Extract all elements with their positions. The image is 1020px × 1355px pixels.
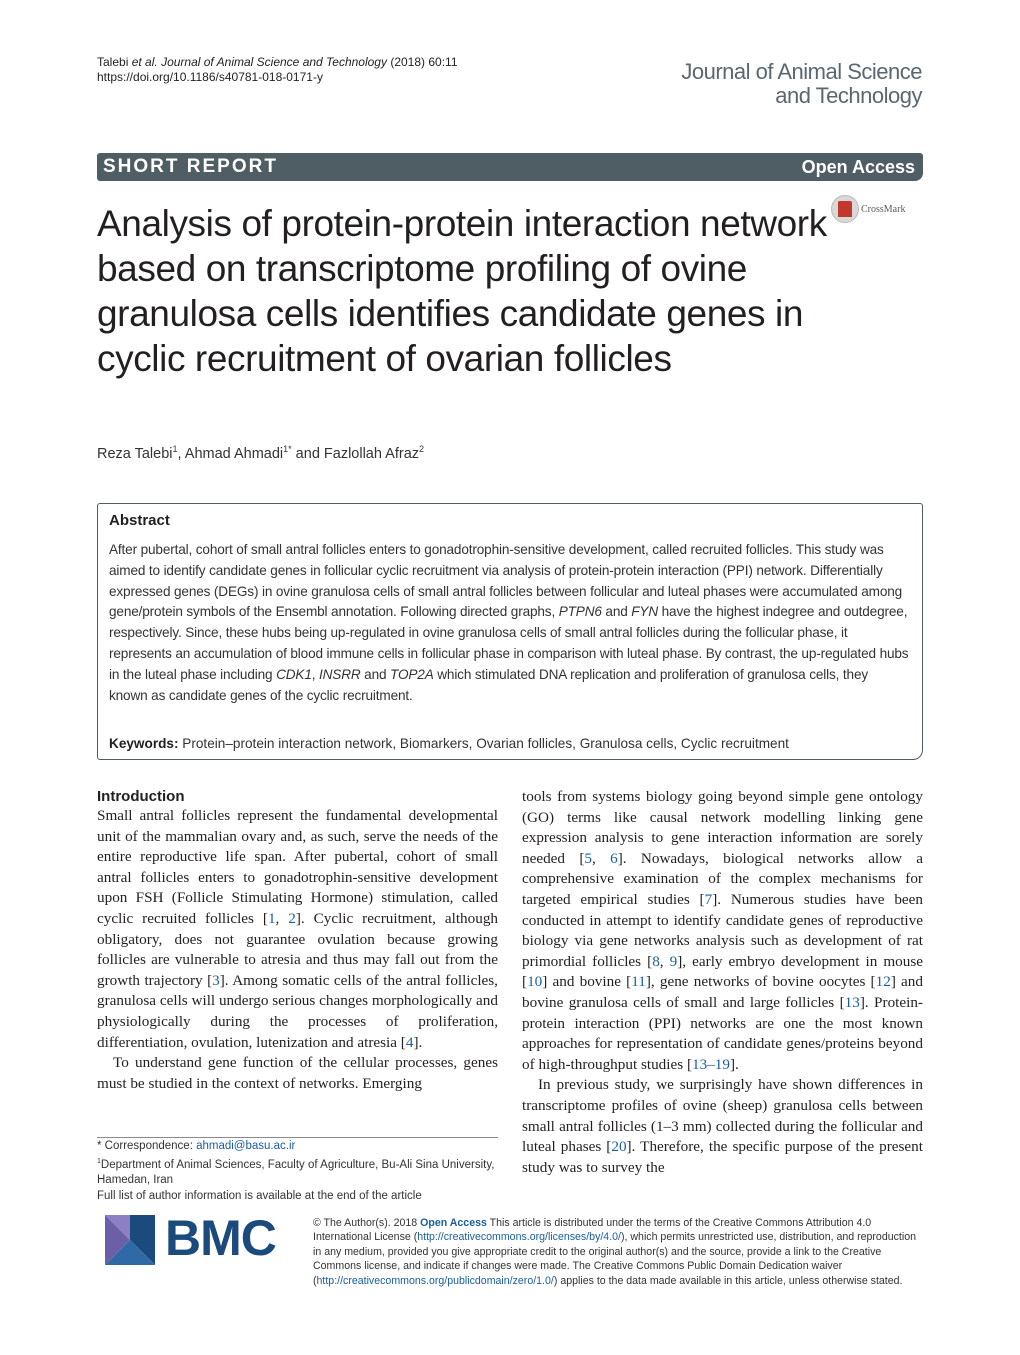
correspondence: * Correspondence: ahmadi@basu.ac.ir	[97, 1140, 296, 1152]
citation-doi[interactable]: https://doi.org/10.1186/s40781-018-0171-y	[97, 70, 323, 84]
gene-name: FYN	[631, 604, 659, 620]
reference-link[interactable]: 5	[584, 849, 592, 867]
reference-link[interactable]: 1	[267, 909, 276, 927]
article-type-bar	[97, 153, 923, 181]
open-access-label: Open Access	[420, 1217, 487, 1229]
footnote-divider	[97, 1137, 498, 1138]
gene-name: INSRR	[319, 666, 361, 682]
affiliation: $^1$Department of Animal Sciences, Faculty of Agriculture, Bu-Ali Sina University, Hamedan, Iran	[97, 1158, 495, 1187]
citation-journal: Journal of Animal Science and Technology	[161, 55, 387, 69]
license-link[interactable]: http://creativecommons.org/licenses/by/4.0/	[417, 1231, 621, 1244]
bmc-logo-icon	[105, 1215, 155, 1265]
paragraph: tools from systems biology going beyond simple gene ontology (GO) terms like causal network modelling linking gene expression analysis to gene interaction information are sorely needed [5, 6]. Nowadays, biological networks allow a comprehensive examination of the complex mechanisms for targeted empirical studies [7]. Numerous studies have been conducted in attempt to identify candidate genes of reproductive biology via gene networks analysis such as development of rat primordial follicles [8, 9], early embryo development in mouse [10] and bovine [11], gene networks of bovine oocytes [12] and bovine granulosa cells of small and large follicles [13]. Protein-protein interaction (PPI) networks are one the most known approaches for representation of candidate genes/proteins beyond of high-throughput studies [13–19].	[522, 788, 924, 1073]
reference-link[interactable]: 6	[610, 849, 618, 867]
gene-name: TOP2A	[390, 666, 434, 682]
bmc-wordmark: BMC	[165, 1210, 276, 1266]
reference-link[interactable]: 9	[669, 952, 678, 970]
author-affiliation-sup: 2	[419, 444, 425, 454]
public-domain-link[interactable]: http://creativecommons.org/publicdomain/zero/1.0/	[316, 1274, 554, 1287]
citation-authors: Talebi	[97, 55, 129, 69]
article-title: Analysis of protein-protein interaction network based on transcriptome profiling of ovine granulosa cells identifies candidate genes in cyclic recruitment of ovarian follicles	[97, 203, 827, 379]
section-heading-introduction: Introduction	[97, 788, 185, 805]
paragraph: To understand gene function of the cellular processes, genes must be studied in the context of networks. Emerging	[97, 1054, 498, 1092]
reference-link[interactable]: 7	[704, 890, 713, 908]
journal-logo-line1: Journal of Animal Science	[681, 59, 922, 84]
reference-link[interactable]: 8	[652, 952, 660, 970]
bmc-logo	[105, 1210, 300, 1268]
author-affiliation-sup: 1*	[283, 444, 292, 454]
article-type-label: SHORT REPORT	[103, 156, 278, 177]
journal-logo-line2: and Technology	[775, 83, 922, 108]
license-statement: © The Author(s). 2018 Open Access This article is distributed under the terms of the Creative Commons Attribution 4.0 International License (http://creativecommons.org/licenses/by/4.0/), which permits unrestricted use, distribution, and reproduction in any medium, provided you give appropriate credit to the original author(s) and the source, provide a link to the Creative Commons license, and indicate if changes were made. The Creative Commons Public Domain Dedication waiver (http://creativecommons.org/publicdomain/zero/1.0/) applies to the data made available in this article, unless otherwise stated.	[313, 1217, 916, 1287]
journal-logo	[681, 60, 922, 108]
abstract-heading: Abstract	[109, 512, 170, 529]
author-affiliation-sup: 1	[172, 444, 178, 454]
reference-link[interactable]: 4	[405, 1033, 414, 1051]
author-name: Ahmad Ahmadi	[184, 445, 284, 462]
keywords-list: Protein–protein interaction network, Biomarkers, Ovarian follicles, Granulosa cells, Cyclic recruitment	[178, 736, 789, 751]
footnotes	[97, 1139, 498, 1204]
open-access-label: Open Access	[801, 157, 915, 177]
crossmark-badge[interactable]	[831, 195, 926, 225]
keywords	[109, 736, 909, 751]
author-list	[97, 444, 424, 462]
author-name: Fazlollah Afraz	[323, 445, 420, 462]
correspondence-email-link[interactable]: ahmadi@basu.ac.ir	[196, 1140, 296, 1152]
crossmark-icon	[831, 195, 859, 223]
reference-link[interactable]: 11	[631, 973, 646, 991]
author-separator: ,	[177, 445, 185, 462]
reference-link[interactable]: 20	[611, 1138, 627, 1156]
abstract-text: After pubertal, cohort of small antral follicles enters to gonadotrophin-sensitive development, called recruited follicles. This study was aimed to identify candidate genes in follicular cyclic recruitment via analysis of protein-protein interaction (PPI) network. Differentially expressed genes (DEGs) in ovine granulosa cells of small antral follicles between follicular and luteal phases were accumulated among gene/protein symbols of the Ensembl annotation. Following directed graphs, PTPN6 and FYN have the highest indegree and outdegree, respectively. Since, these hubs being up-regulated in ovine granulosa cells of small antral follicles during the follicular phase, it represents an accumulation of blood immune cells in follicular phase in comparison with luteal phase. By contrast, the up-regulated hubs in the luteal phase including CDK1, INSRR and TOP2A which stimulated DNA replication and proliferation of granulosa cells, they known as candidate genes of the cyclic recruitment.	[109, 542, 909, 703]
paragraph: In previous study, we surprisingly have shown differences in transcriptome profiles of ovine (sheep) granulosa cells between small antral follicles (1–3 mm) collected during the follicular and luteal phases [20]. Therefore, the specific purpose of the present study was to survey the	[522, 1076, 923, 1176]
author-separator: and	[291, 445, 324, 462]
full-author-info-note: Full list of author information is available at the end of the article	[97, 1189, 422, 1202]
gene-name: PTPN6	[558, 604, 602, 620]
citation-header	[97, 55, 458, 85]
reference-link[interactable]: 2	[288, 909, 296, 927]
body-column-left	[97, 787, 498, 1094]
author-name: Reza Talebi	[97, 445, 173, 462]
reference-link[interactable]: 12	[875, 973, 891, 991]
paragraph: Small antral follicles represent the fundamental developmental unit of the mammalian ovary and, as such, serve the needs of the entire reproductive life span. After pubertal, cohort of small antral follicles enters to gonadotrophin-sensitive development upon FSH (Follicle Stimulating Hormone) stimulation, called cyclic recruited follicles [1, 2]. Cyclic recruitment, although obligatory, does not guarantee ovulation because growing follicles are vulnerable to atresia and thus may fall out from the growth trajectory [3]. Among somatic cells of the antral follicles, granulosa cells will undergo serious changes morphologically and physiologically during the processes of proliferation, differentiation, ovulation, lutenization and atresia [4].	[97, 807, 499, 1051]
keywords-label: Keywords:	[109, 736, 179, 751]
crossmark-label: CrossMark	[861, 204, 906, 215]
reference-link[interactable]: 13	[844, 993, 860, 1011]
citation-year-volume: (2018) 60:11	[390, 55, 458, 69]
body-column-right	[522, 787, 923, 1178]
abstract-box	[97, 503, 923, 760]
reference-link[interactable]: 13–19	[692, 1055, 730, 1073]
citation-etal: et al.	[131, 55, 158, 69]
reference-link[interactable]: 10	[527, 973, 543, 991]
reference-link[interactable]: 3	[212, 971, 220, 989]
gene-name: CDK1	[276, 666, 312, 682]
